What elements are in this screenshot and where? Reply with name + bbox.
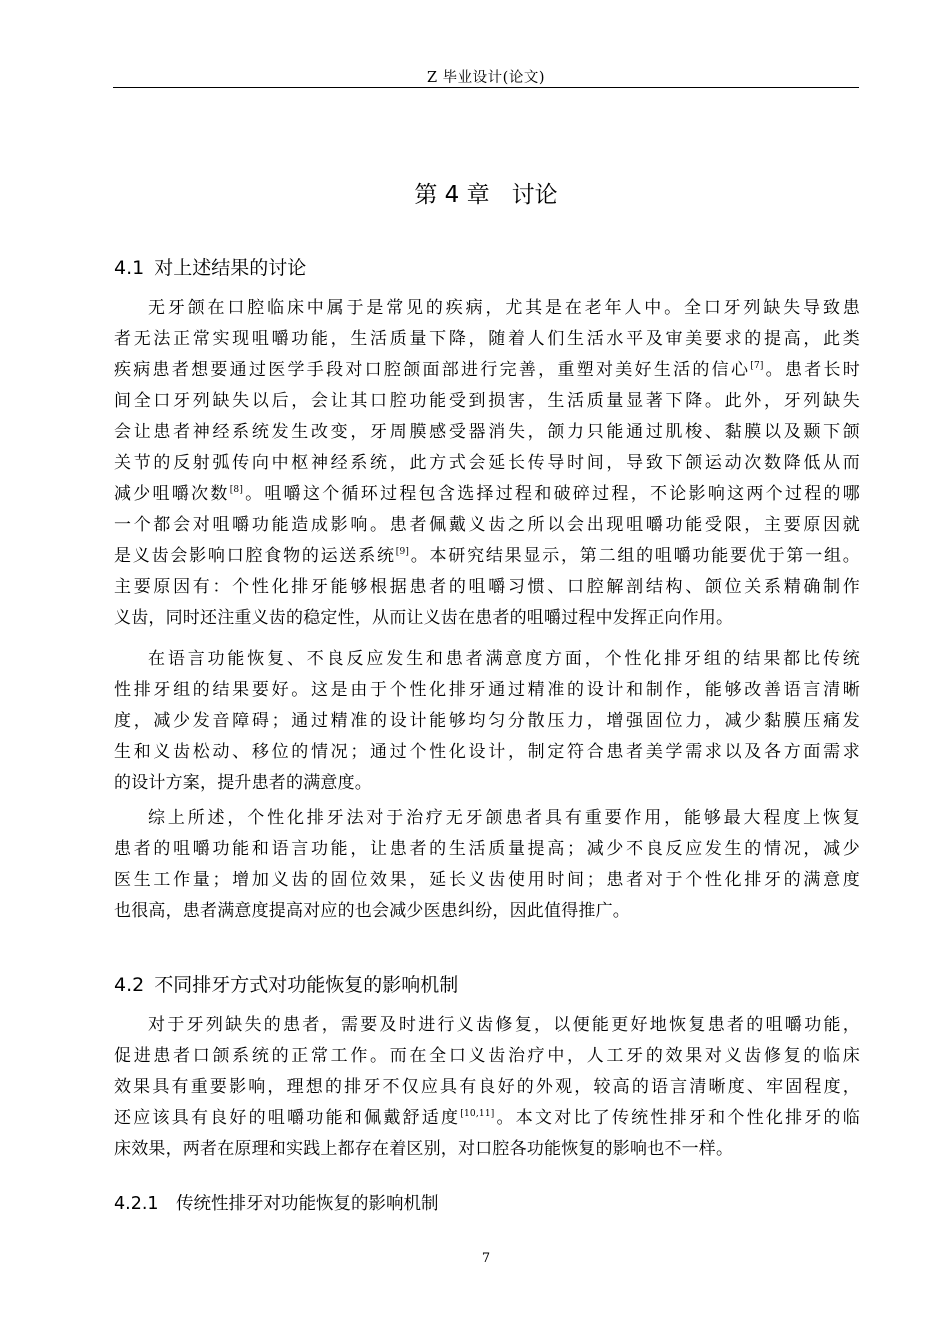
paragraph-4	[114, 1010, 860, 1165]
text-line	[114, 541, 860, 572]
text-line: 义齿，同时还注重义齿的稳定性，从而让义齿在患者的咀嚼过程中发挥正向作用。	[114, 608, 734, 628]
paragraph-1	[114, 293, 860, 634]
text-line: 间全口牙列缺失以后，会让其口腔功能受到损害，生活质量显著下降。此外，牙列缺失	[114, 391, 860, 411]
text-line	[114, 479, 860, 510]
text-run: 。患者长时	[763, 360, 860, 380]
chapter-title	[113, 176, 859, 209]
subsection-number: 4.2.1	[114, 1194, 159, 1214]
text-line: 一个都会对咀嚼功能造成影响。患者佩戴义齿之所以会出现咀嚼功能受限，主要原因就	[114, 515, 860, 535]
running-header: Z 毕业设计(论文)	[427, 70, 545, 86]
section-title: 不同排牙方式对功能恢复的影响机制	[154, 974, 459, 996]
page-number: 7	[481, 1251, 491, 1266]
text-line	[114, 1103, 860, 1134]
text-line: 生和义齿松动、移位的情况；通过个性化设计，制定符合患者美学需求以及各方面需求	[114, 742, 860, 762]
section-number: 4.1	[114, 257, 145, 279]
text-line: 效果具有重要影响，理想的排牙不仅应具有良好的外观，较高的语言清晰度、牢固程度，	[114, 1077, 860, 1097]
text-line: 性排牙组的结果要好。这是由于个性化排牙通过精准的设计和制作，能够改善语言清晰	[114, 680, 860, 700]
section-number: 4.2	[114, 974, 145, 996]
text-line: 无牙颌在口腔临床中属于是常见的疾病，尤其是在老年人中。全口牙列缺失导致患	[148, 298, 860, 318]
text-line: 者无法正常实现咀嚼功能，生活质量下降，随着人们生活水平及审美要求的提高，此类	[114, 329, 860, 349]
text-line: 主要原因有：个性化排牙能够根据患者的咀嚼习惯、口腔解剖结构、颌位关系精确制作	[114, 577, 860, 597]
text-run: 还应该具有良好的咀嚼功能和佩戴舒适度	[114, 1108, 461, 1128]
text-line: 也很高，患者满意度提高对应的也会减少医患纠纷，因此值得推广。	[114, 901, 630, 921]
text-line: 在语言功能恢复、不良反应发生和患者满意度方面，个性化排牙组的结果都比传统	[148, 649, 860, 669]
section-heading-4-1	[114, 253, 306, 280]
text-run: 疾病患者想要通过医学手段对口腔颌面部进行完善，重塑对美好生活的信心	[114, 360, 751, 380]
text-line: 会让患者神经系统发生改变，牙周膜感受器消失，颌力只能通过肌梭、黏膜以及颞下颌	[114, 422, 860, 442]
text-line: 综上所述，个性化排牙法对于治疗无牙颌患者具有重要作用，能够最大程度上恢复	[148, 808, 860, 828]
text-line: 患者的咀嚼功能和语言功能，让患者的生活质量提高；减少不良反应发生的情况，减少	[114, 839, 860, 859]
text-run: 。咀嚼这个循环过程包含选择过程和破碎过程，不论影响这两个过程的哪	[243, 484, 860, 504]
text-run: 是义齿会影响口腔食物的运送系统	[114, 546, 396, 566]
text-line: 医生工作量；增加义齿的固位效果，延长义齿使用时间；患者对于个性化排牙的满意度	[114, 870, 860, 890]
text-line	[114, 355, 860, 386]
text-line: 度，减少发音障碍；通过精准的设计能够均匀分散压力，增强固位力，减少黏膜压痛发	[114, 711, 860, 731]
text-line: 床效果，两者在原理和实践上都存在着区别，对口腔各功能恢复的影响也不一样。	[114, 1139, 734, 1159]
paragraph-2	[114, 644, 860, 799]
text-line: 对于牙列缺失的患者，需要及时进行义齿修复，以便能更好地恢复患者的咀嚼功能，	[148, 1015, 860, 1035]
section-heading-4-2	[114, 970, 458, 997]
text-run: 减少咀嚼次数	[114, 484, 230, 504]
text-line: 的设计方案，提升患者的满意度。	[114, 773, 372, 793]
header-rule	[113, 87, 859, 88]
text-line: 关节的反射弧传向中枢神经系统，此方式会延长传导时间，导致下颌运动次数降低从而	[114, 453, 860, 473]
citation: [8]	[229, 485, 244, 495]
section-title: 对上述结果的讨论	[154, 257, 307, 279]
text-run: 。本研究结果显示，第二组的咀嚼功能要优于第一组。	[409, 546, 860, 566]
text-run: 。本文对比了传统性排牙和个性化排牙的临	[494, 1108, 860, 1128]
chapter-name: 讨论	[511, 182, 558, 208]
citation: [9]	[395, 547, 410, 557]
chapter-number: 第 4 章	[414, 182, 490, 208]
citation: [7]	[750, 361, 764, 371]
citation: [10,11]	[460, 1109, 495, 1119]
text-line: 促进患者口颌系统的正常工作。而在全口义齿治疗中，人工牙的效果对义齿修复的临床	[114, 1046, 860, 1066]
subsection-title: 传统性排牙对功能恢复的影响机制	[176, 1194, 439, 1214]
paragraph-3	[114, 803, 860, 927]
subsection-heading-4-2-1	[114, 1190, 439, 1215]
